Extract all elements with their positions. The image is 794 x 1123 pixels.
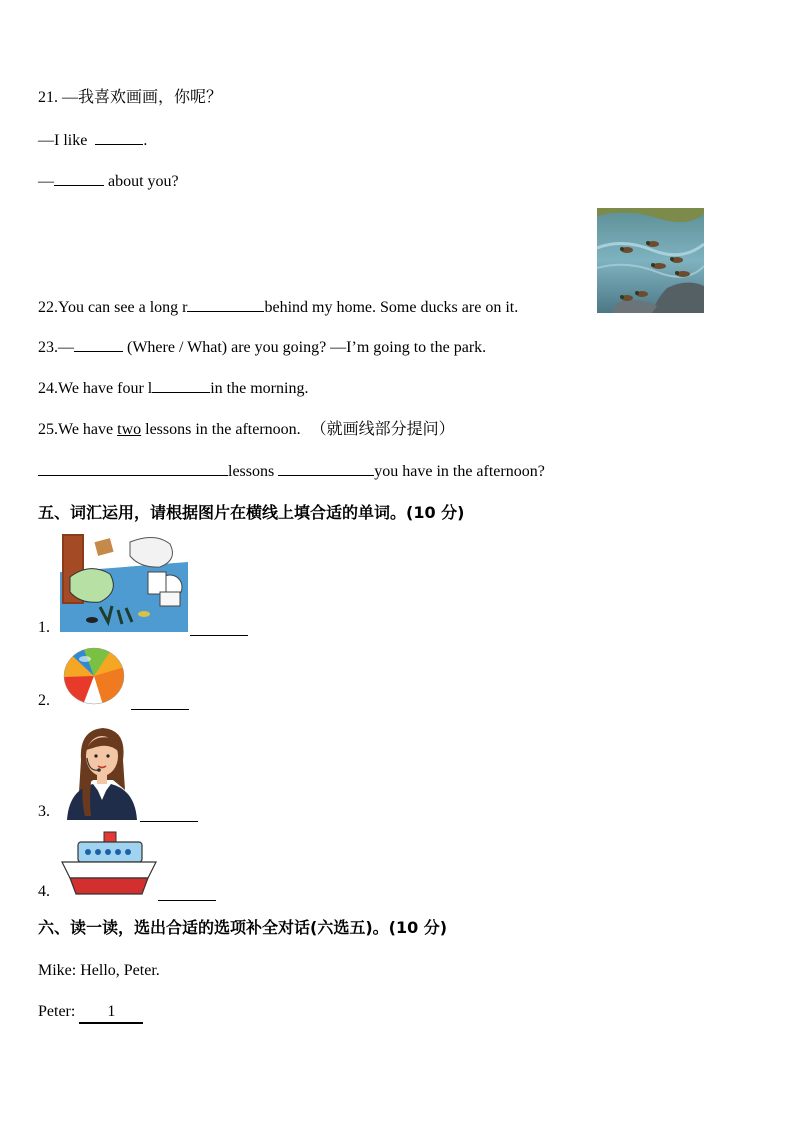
q24-blank[interactable] (152, 378, 210, 393)
item-1-answer-blank[interactable] (190, 635, 248, 636)
q23-line (38, 337, 486, 358)
section6-title: 六、读一读，选出合适的选项补全对话(六选五)。(10 分) (38, 918, 448, 937)
q25-line (38, 420, 455, 440)
messy-room-picture (60, 532, 188, 632)
beach-ball-picture (63, 647, 125, 705)
dialog-blank-1[interactable] (79, 1002, 143, 1024)
q21-blank-1[interactable] (95, 130, 143, 145)
dialog-line-peter (38, 1002, 143, 1024)
q25-ans-mid: lessons (228, 463, 275, 480)
item-3-number: 3. (38, 803, 50, 820)
q22-prefix: 22.You can see a long r (38, 299, 188, 316)
q23-blank[interactable] (74, 337, 123, 352)
river-ducks-picture (597, 208, 704, 313)
q21-line1-prefix: —I like (38, 132, 88, 149)
q25-blank-1[interactable] (38, 461, 228, 476)
q21-prompt: 21. —我喜欢画画，你呢？ (38, 89, 223, 106)
q21-line1 (38, 130, 147, 151)
q21-line2-prefix: — (38, 173, 54, 190)
woman-with-headset-picture (63, 720, 141, 820)
dialog-line-mike: Mike: Hello, Peter. (38, 962, 160, 979)
q24-line (38, 378, 308, 399)
q23-prefix: 23.— (38, 339, 74, 356)
item-4-number: 4. (38, 883, 50, 900)
peter-prefix: Peter: (38, 1003, 76, 1020)
boat-picture (60, 830, 158, 898)
q24-prefix: 24.We have four l (38, 380, 153, 397)
q21-line1-suffix: . (143, 132, 148, 149)
q25-answer-line (38, 461, 545, 482)
q23-suffix: (Where / What) are you going? —I’m going to the park. (127, 339, 487, 356)
item-1-number: 1. (38, 619, 50, 636)
q22-suffix: behind my home. Some ducks are on it. (264, 299, 519, 316)
q22-blank[interactable] (187, 297, 264, 312)
q24-suffix: in the morning. (210, 380, 309, 397)
q25-suffix: lessons in the afternoon. (145, 421, 301, 438)
item-3-answer-blank[interactable] (140, 821, 198, 822)
q21-line2-suffix: about you? (108, 173, 179, 190)
q25-note: （就画线部分提问） (310, 421, 455, 438)
item-4-answer-blank[interactable] (158, 900, 216, 901)
q25-ans-end: you have in the afternoon? (374, 463, 545, 480)
item-2-number: 2. (38, 692, 50, 709)
q25-underlined-word: two (117, 421, 142, 438)
section5-title: 五、词汇运用，请根据图片在横线上填合适的单词。(10 分) (38, 503, 465, 522)
dialog-blank-number: 1 (107, 1003, 116, 1020)
item-2-answer-blank[interactable] (131, 709, 189, 710)
q25-blank-2[interactable] (278, 461, 374, 476)
q25-prefix: 25.We have (38, 421, 114, 438)
q22-line (38, 297, 518, 318)
q21-line2 (38, 171, 179, 192)
q21-blank-2[interactable] (54, 171, 104, 186)
